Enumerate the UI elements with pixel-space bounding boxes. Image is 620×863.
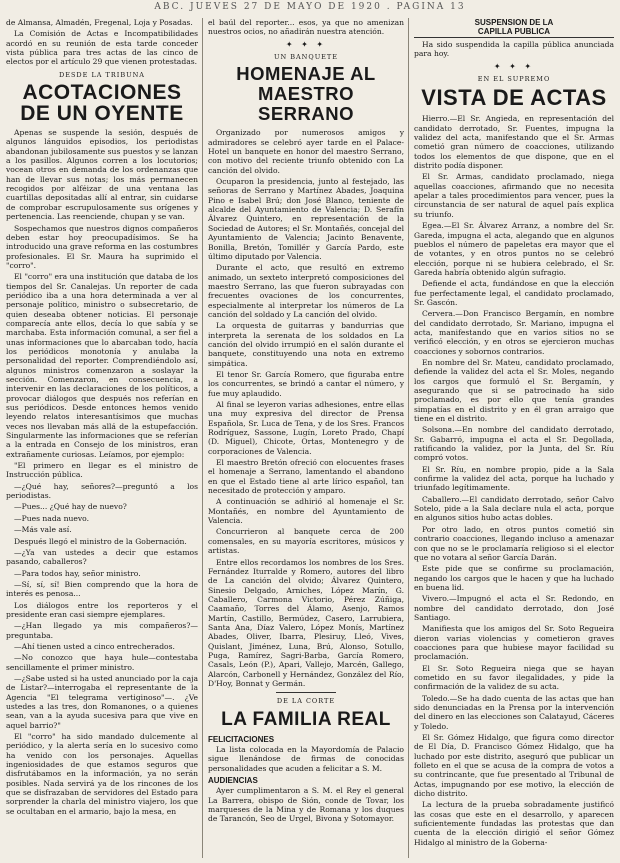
dialogue-line: —Más vale así. bbox=[14, 525, 72, 535]
column-rule-left bbox=[202, 18, 203, 858]
paragraph: el baúl del reporter... esos, ya que no amenizan nuestros ocios, no añadirán nuestra atención. bbox=[208, 18, 404, 37]
paragraph: Sospechamos que nuestros dignos compañeros deben estar hoy preocupadísimos. Se ha introducido una grave reforma en las costumbres profesionales. El Sr. Maura ha suprimido el "corro". bbox=[6, 223, 198, 270]
paragraph: La orquesta de guitarras y bandurrias que interpreta la serenata de los soldados en La canción del olvido irrumpió en el salón durante el banquete, constituyendo una nota en extremo simpática. bbox=[208, 321, 404, 368]
paragraph: El Sr. Ríu, en nombre propio, pide a la Sala confirme la validez del acta, porque ha luchado y triunfado legítimamente. bbox=[414, 464, 614, 493]
paragraph: La lectura de la prueba sobradamente justificó las cosas que este en el desarrollo, y aparecen suficientemente fundadas las protestas que dan cuenta de la elección dirigió el señor Gómez Hidalgo al ministro de la Goberna- bbox=[414, 800, 614, 847]
paragraph: Organizado por numerosos amigos y admiradores se celebró ayer tarde en el Palace-Hotel un banquete en honor del maestro Serrano, con motivo del reciente triunfo obtenido con La canción del olvido. bbox=[208, 128, 404, 175]
paragraph: Los diálogos entre los reporteros y el presidente eran casi siempre ejemplares. bbox=[6, 600, 198, 619]
paragraph: Apenas se suspende la sesión, después de algunos lánguidos episodios, los periodistas abandonan jubilosamente sus puestos y se lanzan a los pasillos. Algunos corren a los locutorios; vocean otros en demanda de los ordenanzas que han de llevar sus notas; los más permanecen recogidos por alféizar de una ventana las cuartillas depositadas allí al entrar, sin cuidarse de comprobar escrupulosamente sus orígenes y pertenencia. Las reenciende, chupan y se van. bbox=[6, 128, 198, 222]
headline-vista-actas: VISTA DE ACTAS bbox=[421, 85, 607, 111]
page-masthead: ABC. JUEVES 27 DE MAYO DE 1920 . PAGINA 13 bbox=[154, 2, 466, 12]
headline-acotaciones: ACOTACIONES DE UN OYENTE bbox=[20, 81, 184, 126]
headline-line: SUSPENSION DE LA bbox=[474, 18, 554, 27]
paragraph: Cervera.—Don Francisco Bergamín, en nombre del candidato derrotado, Sr. Mariano, impugna el acta, manifestando que en varios sitios no se verificó elección, y en otros se ejercieron muchas coacciones y sobornos contrarios. bbox=[414, 309, 614, 356]
paragraph: El tenor Sr. García Romero, que figuraba entre los concurrentes, se brindó a cantar el número, y fue muy aplaudido. bbox=[208, 369, 404, 398]
paragraph: Vivero.—Impugnó el acta el Sr. Redondo, en nombre del candidato derrotado, don José Santiago. bbox=[414, 594, 614, 622]
dialogue-line: Después llegó el ministro de la Gobernación. bbox=[14, 536, 187, 546]
headline-homenaje: HOMENAJE AL MAESTRO SERRANO bbox=[236, 63, 376, 125]
dialogue-line: —Pues... ¿Qué hay de nuevo? bbox=[14, 502, 127, 512]
paragraph: El maestro Bretón ofreció con elocuentes frases el homenaje a Serrano, lamentando el abandono en que el Estado tiene al arte lírico español, tan necesitado de protección y amparo. bbox=[208, 458, 404, 496]
paragraph: Egea.—El Sr. Álvarez Arranz, a nombre del Sr. Gareda, impugna el acta, alegando que en algunos pueblos el número de papeletas era mayor que el de votantes, y en otros puntos no se celebró elección, porque ni se hubiera celebrado, el Sr. Gareda habría obtenido algún sufragio. bbox=[414, 221, 614, 277]
section-kicker: DE LA CORTE bbox=[276, 697, 336, 706]
section-kicker: UN BANQUETE bbox=[273, 53, 339, 62]
paragraph: Al final se leyeron varias adhesiones, entre ellas una muy expresiva del director de Prensa Española, Sr. Luca de Tena, y de los Sres. Francos Rodríguez, Sassone, Lugín, Loreto Prado, Chapí (D. Miguel), Chicote, Ortas, Montenegro y de corporaciones de Valencia. bbox=[208, 400, 404, 456]
paragraph: Entre ellos recordamos los nombres de los Sres. Fernández Iturralde y Romero, autores del libro de La canción del olvido; Álvarez Quintero, Sinesio Delgado, Arniches, López Marín, G. Caballero, Carmona Victorio, Pérez Zúñiga, Caamaño, Torres del Álamo, Asenjo, Ramos Martín, Castillo, Bermúdez, Casero, Larrubiera, Santa Ana, Díaz Valero, López Monís, Martínez Abades, Oliver, Ibarra, Plesiruy, Lleó, Vives, Quislant, Jiménez, Luna, Brú, Alonso, Sotullo, Puga, Ramírez, Sagri-Barba, García Romero, Casals, León (P.), Apari, Vallejo, Marcén, Gallego, Alarcón, Carbonell y Hernández, González del Río, D'Hoy, Bonnat y Germán. bbox=[208, 557, 404, 688]
paragraph: Ha sido suspendida la capilla pública anunciada para hoy. bbox=[414, 40, 614, 59]
section-kicker: DESDE LA TRIBUNA bbox=[59, 70, 145, 79]
paragraph: El "corro" ha sido mandado dulcemente al periódico, y la alerta sería en lo sucesivo como ha venido con los personajes. Aquellas ingeniosidades de que estamos seguros que disfrutábamos en la información, ya no serán posibles. Nada servirá ya de los rincones de los que se disfrazaban de servidores del Estado para sorprender la charla del ministro viajero, los que se ocultaban en el armario, bajo la mesa, en bbox=[6, 732, 198, 816]
section-kicker: EN EL SUPREMO bbox=[477, 75, 551, 84]
headline-familia-real: LA FAMILIA REAL bbox=[221, 708, 391, 730]
paragraph: Toledo.—Se ha dado cuenta de las actas que han sido denunciadas en la Prensa por la intervención del dinero en las elecciones son Calatayud, Cáceres y Toledo. bbox=[414, 693, 614, 731]
paragraph: Manifiesta que los amigos del Sr. Soto Regueira dieron varias violencias y cometieron graves coacciones para que hubiese mayor facilidad su proclamación. bbox=[414, 624, 614, 662]
paragraph: de Almansa, Almadén, Fregenal, Loja y Posadas. bbox=[6, 18, 193, 27]
paragraph: Por otro lado, en otros puntos cometió sin contrario coacciones, llegando incluso a amenazar con que no se le proclamaría religioso si el elector que no votara al señor García Darán. bbox=[414, 524, 614, 562]
paragraph: La Comisión de Actas e Incompatibilidades acordó en su reunión de esta tarde conceder vista pública para tres actas de las cinco de electos por el artículo 29 que vienen protestadas. bbox=[6, 29, 198, 67]
paragraph: El "corro" era una institución que databa de los tiempos del Sr. Canalejas. Un reporter de cada periódico iba a una hora determinada a ver al personaje político, ministro o subsecretario, de quien deseaba obtener noticias. El personaje comparecía ante ellos, decía lo que sabía y se marchaba. Esta información comunal, a ser fiel a unas informaciones que lo abarcaban todo, hacía los periódicos monotonía y anulaba la personalidad del reporter. Comprendiéndolo así, algunos ministros comenzaron a soslayar la sección. Comenzaron, en consecuencia, a intervenir en las declaraciones de los políticos, a provocar diálogos que después nos referían en sus periódicos. Desde entonces hemos venido leyendo relatos interesantísimos que muchas veces nos llevaban más allá de la estupefacción. Singularmente las informaciones que se referían a la entrada en Consejo de los ministros, eran extrañamente curiosas. Leíamos, por ejemplo: bbox=[6, 272, 198, 459]
dialogue-line: —¿Ya van ustedes a decir que estamos pasando, caballeros? bbox=[6, 547, 198, 567]
dialogue-line: —¿Qué hay, señores?—preguntó a los periodistas. bbox=[6, 481, 198, 501]
ornament-divider: ✦ ✦ ✦ bbox=[285, 39, 327, 49]
subhead-felicitaciones: FELICITACIONES bbox=[208, 734, 275, 744]
paragraph: El Sr. Gómez Hidalgo, que figura como director de El Día, D. Francisco Gómez Hidalgo, que ha luchado por este distrito, aseguró que publicar un folleto en el que se acusa de la compra de votos a su contrincante, que fue presentado al Tribunal de Actas, impugnando por ese motivo, la elección de dicho distrito. bbox=[414, 733, 614, 799]
paragraph: La lista colocada en la Mayordomía de Palacio sigue llenándose de firmas de conocidas personalidades que acuden a felicitar a S. M. bbox=[208, 745, 404, 773]
paragraph: Ayer cumplimentaron a S. M. el Rey el general La Barrera, obispo de Sión, conde de Tovar, los marqueses de la Mina y de Romana y los duques de Tarancón, Seo de Urgel, Bivona y Sotomayor. bbox=[208, 786, 404, 824]
dialogue-line: —Sí, sí, sí! Bien comprendo que la hora de interés es penosa... bbox=[6, 579, 198, 599]
dialogue-line: —Pues nada nuevo. bbox=[14, 513, 90, 523]
column-rule-right bbox=[408, 18, 409, 858]
paragraph: Durante el acto, que resultó en extremo animado, un sexteto interpretó composiciones del maestro Serrano, las que fueron subrayadas con frecuentes ovaciones de los concurrentes, especialmente al interpretar los números de La canción del soldado y La canción del olvido. bbox=[208, 263, 404, 319]
dialogue-line: —¿Han llegado ya mis compañeros?—preguntaba. bbox=[6, 621, 198, 640]
paragraph: El Sr. Armas, candidato proclamado, niega aquellas coacciones, afirmando que no necesita apelar a tales procedimientos para vencer, pues la circunstancia de ser natural de aquel país explica su triunfo. bbox=[414, 172, 614, 219]
paragraph: Defiende el acta, fundándose en que la elección fue perfectamente legal, el candidato proclamado, Sr. Gascón. bbox=[414, 279, 614, 307]
paragraph: Concurrieron al banquete cerca de 200 comensales, en su mayoría escritores, músicos y artistas. bbox=[208, 527, 404, 556]
paragraph: Este pide que se confirme su proclamación, negando los cargos que le hacen y que ha luchado en buena lid. bbox=[414, 564, 614, 592]
dialogue-line: —No conozco que haya hule—contestaba sencillamente el primer ministro. bbox=[6, 653, 198, 672]
dialogue-line: —Ahí tienen usted a cinco entrecherados. bbox=[14, 641, 175, 651]
paragraph: Solsona.—En nombre del candidato derrotado, Sr. Gabarró, impugna el acta el Sr. Degollada, ratificando la validez, por la Junta, del Sr. Ríu compró votos. bbox=[414, 425, 614, 463]
ornament-divider: ✦ ✦ ✦ bbox=[493, 61, 535, 71]
subhead-audiencias: AUDIENCIAS bbox=[208, 776, 258, 786]
paragraph: Hierro.—El Sr. Angieda, en representación del candidato derrotado, Sr. Fuentes, impugna la validez del acta, manifestando que el Sr. Armas cometió gran número de coacciones, utilizando todos los elementos de que dispone, que en el distrito podía disponer. bbox=[414, 114, 614, 171]
paragraph: A continuación se adhirió al homenaje el Sr. Montañés, en nombre del Ayuntamiento de Valencia. bbox=[208, 497, 404, 526]
dialogue-line: "El primero en llegar es el ministro de Instrucción pública. bbox=[6, 461, 198, 480]
column-middle bbox=[208, 18, 404, 826]
divider bbox=[276, 692, 336, 693]
dialogue-line: —¿Sabe usted si ha usted anunciado por la caja de Listar?—interrogaba el representante de la Agencia "El telegrama vertiginoso"—. ¿Ve ustedes a las tres, don Romanones, o a quienes sean, van a la ayuda sucesiva para que vive en aquel barrio?" bbox=[6, 673, 198, 730]
paragraph: En nombre del Sr. Mateu, candidato proclamado, defiende la validez del acta el Sr. Moles, negando los cargos que formuló el Sr. Bergamín, y asegurando que si se patrocinado ha sido proclamado, es por ello que tenía grandes simpatías en el distrito y en él gran arraigo que tiene en el distrito. bbox=[414, 357, 614, 424]
headline-capilla bbox=[414, 18, 614, 38]
paragraph: El Sr. Soto Regueira niega que se hayan cometido en su favor ilegalidades, y pide la confirmación de la validez de su acta. bbox=[414, 663, 614, 692]
headline-line: CAPILLA PUBLICA bbox=[477, 27, 551, 36]
column-right bbox=[414, 18, 614, 849]
column-left bbox=[6, 18, 198, 818]
paragraph: Caballero.—El candidato derrotado, señor Calvo Sotelo, pide a la Sala declare nula el acta, porque en algunos sitios hubo actas dobles. bbox=[414, 494, 614, 523]
paragraph: Ocuparon la presidencia, junto al festejado, las señoras de Serrano y Martínez Abades, Joaquina Pino e Isabel Brú; don José Blanco, teniente de alcalde del Ayuntamiento de Valencia; D. Serafín Álvarez Quintero, en representación de la Sociedad de Autores; el Sr. Montañés, concejal del Ayuntamiento de Valencia; Jacinto Benavente, Bonilla, Bretón, Tomillér y García Pardo, este último diputado por Valencia. bbox=[208, 177, 404, 261]
dialogue-line: —Para todos hay, señor ministro. bbox=[14, 568, 141, 578]
